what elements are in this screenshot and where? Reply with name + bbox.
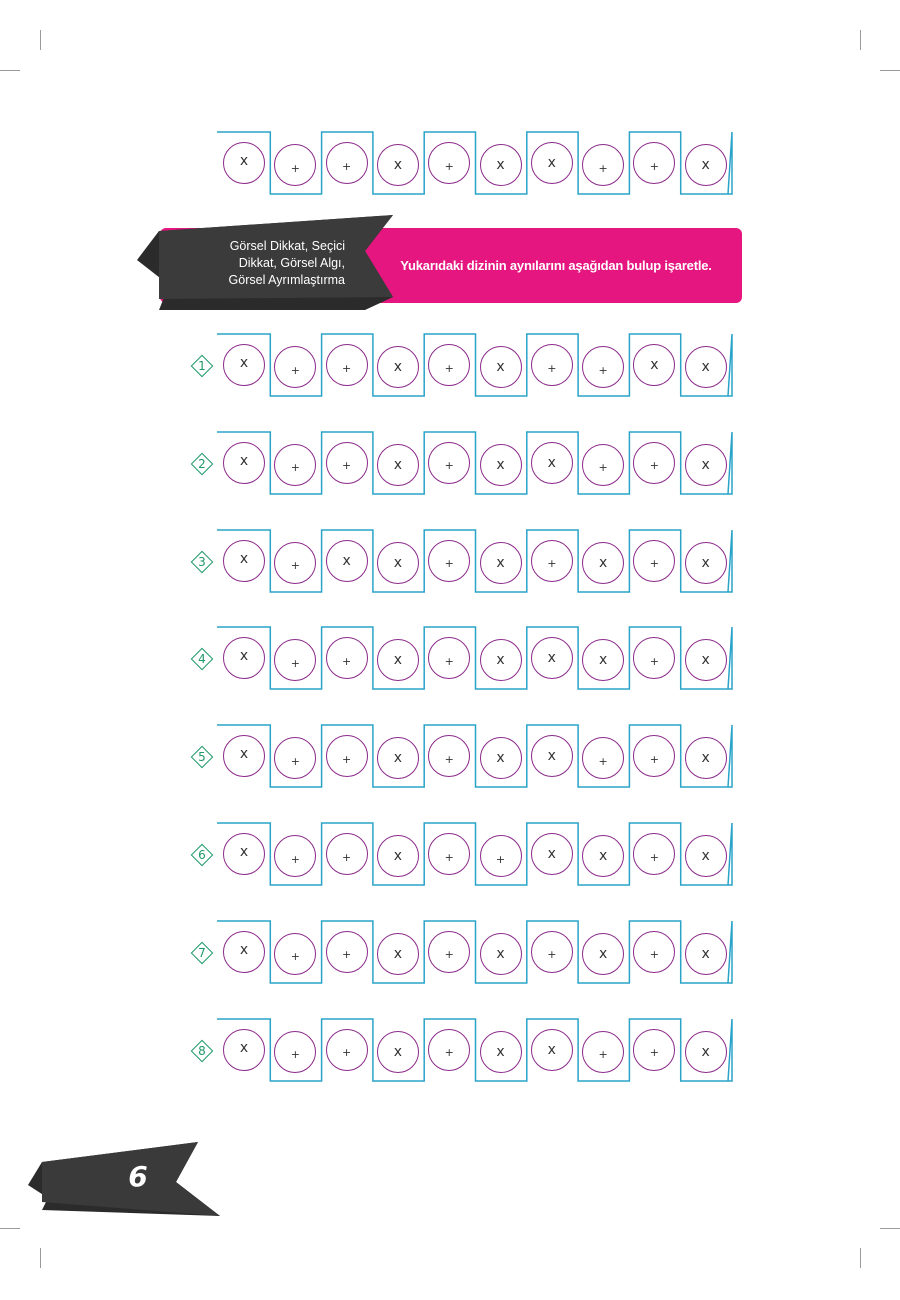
symbol-cell: x [223, 344, 265, 386]
symbol-cell: x [531, 442, 573, 484]
crop-mark [0, 1228, 20, 1229]
option-number-marker [191, 355, 213, 377]
symbol-cell: x [685, 933, 727, 975]
symbol-cell: x [685, 639, 727, 681]
symbol-cell: x [685, 1031, 727, 1073]
symbol-cell: x [685, 444, 727, 486]
option-number: 7 [198, 945, 206, 960]
symbol-cell: + [274, 1031, 316, 1073]
option-number-marker [191, 1040, 213, 1062]
symbol-cell: x [685, 542, 727, 584]
symbol-cell: + [428, 1029, 470, 1071]
symbol-cell: + [428, 142, 470, 184]
symbol-cell: + [480, 835, 522, 877]
option-number: 4 [198, 652, 206, 667]
symbol-cell: x [582, 933, 624, 975]
symbol-cell: x [685, 737, 727, 779]
symbol-cell: x [531, 637, 573, 679]
symbol-cell: x [531, 142, 573, 184]
symbol-cell: + [582, 1031, 624, 1073]
option-number: 8 [198, 1043, 206, 1058]
crop-mark [880, 1228, 900, 1229]
symbol-cell: x [377, 639, 419, 681]
symbol-cell: x [582, 639, 624, 681]
symbol-cell: + [531, 540, 573, 582]
category-label [195, 238, 345, 289]
symbol-cell: + [326, 637, 368, 679]
symbol-cell: x [326, 540, 368, 582]
symbol-cell: + [326, 931, 368, 973]
symbol-cell: x [377, 346, 419, 388]
symbol-cell: x [480, 144, 522, 186]
symbol-cell: x [531, 833, 573, 875]
symbol-cell: + [428, 344, 470, 386]
symbol-cell: + [582, 144, 624, 186]
symbol-cell: x [685, 835, 727, 877]
symbol-cell: x [377, 933, 419, 975]
symbol-cell: + [326, 142, 368, 184]
option-number-marker [191, 746, 213, 768]
instruction-text: Yukarıdaki dizinin aynılarını aşağıdan bulup işaretle. [400, 258, 712, 273]
option-row[interactable] [198, 330, 733, 410]
option-row[interactable] [198, 721, 733, 801]
option-number-marker [191, 942, 213, 964]
option-number-marker [191, 453, 213, 475]
option-number-marker [191, 844, 213, 866]
page-number: 6 [128, 1160, 148, 1193]
symbol-cell: x [480, 639, 522, 681]
symbol-cell: + [633, 540, 675, 582]
category-line: Görsel Ayrımlaştırma [228, 273, 345, 287]
option-row[interactable] [198, 1015, 733, 1095]
symbol-cell: x [223, 142, 265, 184]
symbol-cell: x [685, 346, 727, 388]
symbol-cell: x [223, 931, 265, 973]
option-number-marker [191, 648, 213, 670]
symbol-cell: + [274, 933, 316, 975]
model-sequence [213, 128, 733, 208]
symbol-cell: + [633, 637, 675, 679]
symbol-cell: + [633, 142, 675, 184]
symbol-cell: + [633, 735, 675, 777]
option-number: 2 [198, 456, 206, 471]
symbol-cell: + [428, 442, 470, 484]
symbol-cell: + [531, 344, 573, 386]
symbol-cell: + [274, 346, 316, 388]
symbol-cell: + [326, 344, 368, 386]
option-row[interactable] [198, 526, 733, 606]
symbol-cell: x [377, 835, 419, 877]
symbol-cell: + [274, 737, 316, 779]
symbol-cell: + [274, 444, 316, 486]
symbol-cell: x [377, 542, 419, 584]
symbol-cell: + [326, 442, 368, 484]
crop-mark [0, 70, 20, 71]
crop-mark [40, 30, 41, 50]
option-row[interactable] [198, 623, 733, 703]
symbol-cell: + [633, 1029, 675, 1071]
symbol-cell: x [685, 144, 727, 186]
symbol-cell: x [377, 1031, 419, 1073]
symbol-cell: x [223, 637, 265, 679]
option-row[interactable] [198, 428, 733, 508]
symbol-cell: x [377, 144, 419, 186]
option-number: 1 [198, 359, 206, 373]
symbol-cell: + [326, 1029, 368, 1071]
symbol-cell: + [633, 442, 675, 484]
symbol-cell: x [480, 542, 522, 584]
symbol-cell: x [531, 735, 573, 777]
symbol-cell: x [480, 737, 522, 779]
symbol-cell: + [274, 835, 316, 877]
symbol-cell: + [428, 637, 470, 679]
symbol-cell: x [531, 1029, 573, 1071]
symbol-cell: + [274, 144, 316, 186]
symbol-cell: x [582, 542, 624, 584]
crop-mark [860, 30, 861, 50]
symbol-cell: x [377, 444, 419, 486]
symbol-cell: + [274, 542, 316, 584]
symbol-cell: x [223, 735, 265, 777]
symbol-cell: x [377, 737, 419, 779]
option-row[interactable] [198, 917, 733, 997]
symbol-cell: x [480, 444, 522, 486]
symbol-cell: x [480, 1031, 522, 1073]
symbol-cell: x [223, 442, 265, 484]
symbol-cell: x [223, 833, 265, 875]
option-row[interactable] [198, 819, 733, 899]
symbol-cell: + [428, 735, 470, 777]
symbol-cell: + [582, 737, 624, 779]
option-number: 3 [198, 554, 206, 569]
symbol-cell: + [428, 833, 470, 875]
symbol-cell: + [582, 346, 624, 388]
crop-mark [860, 1248, 861, 1268]
option-number-marker [191, 551, 213, 573]
symbol-cell: + [428, 540, 470, 582]
option-number: 5 [198, 750, 206, 765]
symbol-cell: x [480, 346, 522, 388]
symbol-cell: + [633, 833, 675, 875]
crop-mark [880, 70, 900, 71]
symbol-cell: x [480, 933, 522, 975]
symbol-cell: x [223, 1029, 265, 1071]
symbol-cell: + [582, 444, 624, 486]
category-line: Dikkat, Görsel Algı, [238, 256, 345, 270]
symbol-cell: + [274, 639, 316, 681]
symbol-cell: + [531, 931, 573, 973]
crop-mark [40, 1248, 41, 1268]
symbol-cell: + [326, 735, 368, 777]
symbol-cell: + [326, 833, 368, 875]
symbol-cell: + [428, 931, 470, 973]
symbol-cell: x [582, 835, 624, 877]
category-line: Görsel Dikkat, Seçici [229, 239, 345, 253]
symbol-cell: + [633, 931, 675, 973]
symbol-cell: x [223, 540, 265, 582]
symbol-cell: x [633, 344, 675, 386]
option-number: 6 [198, 848, 206, 862]
